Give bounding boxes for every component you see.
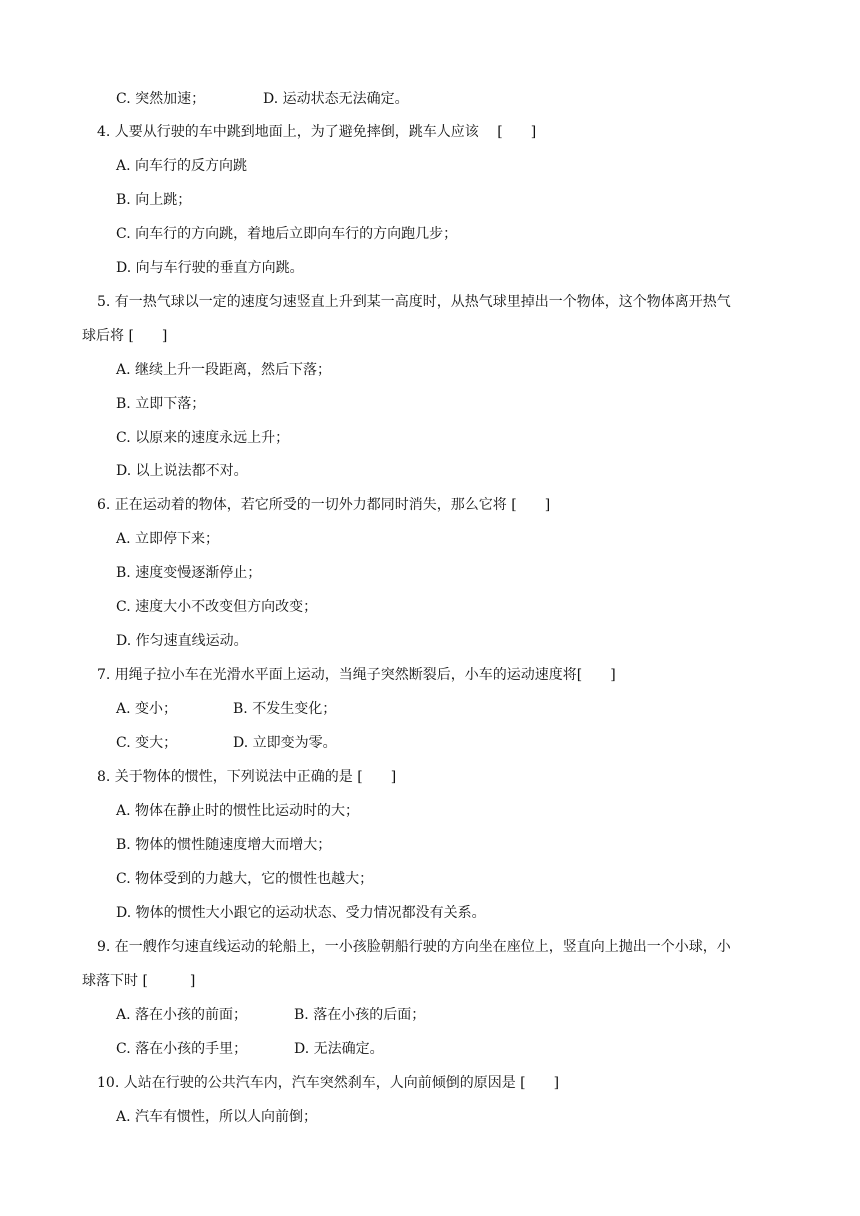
q7-option-c: C. 变大； bbox=[116, 735, 178, 751]
q5-stem-line2: 球后将 [ ] bbox=[82, 328, 168, 344]
q4-option-d: D. 向与车行驶的垂直方向跳。 bbox=[116, 260, 304, 276]
q5-option-a: A. 继续上升一段距离，然后下落； bbox=[116, 362, 332, 378]
q8-option-d: D. 物体的惯性大小跟它的运动状态、受力情况都没有关系。 bbox=[116, 905, 486, 921]
q7-option-b: B. 不发生变化； bbox=[233, 701, 337, 717]
q6-option-c: C. 速度大小不改变但方向改变； bbox=[116, 599, 318, 615]
q6-stem: 6. 正在运动着的物体，若它所受的一切外力都同时消失，那么它将 [ ] bbox=[97, 497, 551, 513]
q3-option-c: C. 突然加速； bbox=[116, 91, 206, 107]
q9-option-b: B. 落在小孩的后面； bbox=[294, 1007, 426, 1023]
q9-option-a: A. 落在小孩的前面； bbox=[116, 1007, 248, 1023]
q5-option-b: B. 立即下落； bbox=[116, 396, 206, 412]
q8-option-b: B. 物体的惯性随速度增大而增大； bbox=[116, 837, 332, 853]
q5-stem-line1: 5. 有一热气球以一定的速度匀速竖直上升到某一高度时，从热气球里掉出一个物体，这个物体离开热气 bbox=[97, 294, 731, 310]
q6-option-a: A. 立即停下来； bbox=[116, 531, 220, 547]
q6-option-d: D. 作匀速直线运动。 bbox=[116, 633, 248, 649]
q7-option-a: A. 变小； bbox=[116, 701, 178, 717]
q9-option-c: C. 落在小孩的手里； bbox=[116, 1041, 248, 1057]
q5-option-c: C. 以原来的速度永远上升； bbox=[116, 430, 290, 446]
q10-stem: 10. 人站在行驶的公共汽车内，汽车突然刹车，人向前倾倒的原因是 [ ] bbox=[97, 1075, 560, 1091]
q4-option-b: B. 向上跳； bbox=[116, 192, 192, 208]
q7-option-d: D. 立即变为零。 bbox=[233, 735, 337, 751]
q9-stem-line2: 球落下时 [ ] bbox=[82, 973, 196, 989]
q4-option-a: A. 向车行的反方向跳 bbox=[116, 158, 248, 174]
q8-option-c: C. 物体受到的力越大，它的惯性也越大； bbox=[116, 871, 374, 887]
q3-option-d: D. 运动状态无法确定。 bbox=[263, 91, 409, 107]
q9-stem-line1: 9. 在一艘作匀速直线运动的轮船上，一小孩脸朝船行驶的方向坐在座位上，竖直向上抛出一个小球，小 bbox=[97, 939, 731, 955]
q8-stem: 8. 关于物体的惯性，下列说法中正确的是 [ ] bbox=[97, 769, 397, 785]
q4-stem: 4. 人要从行驶的车中跳到地面上，为了避免摔倒，跳车人应该 [ ] bbox=[97, 124, 537, 140]
q9-option-d: D. 无法确定。 bbox=[294, 1041, 384, 1057]
q7-stem: 7. 用绳子拉小车在光滑水平面上运动，当绳子突然断裂后，小车的运动速度将[ ] bbox=[97, 667, 616, 683]
q4-option-c: C. 向车行的方向跳，着地后立即向车行的方向跑几步； bbox=[116, 226, 458, 242]
q8-option-a: A. 物体在静止时的惯性比运动时的大； bbox=[116, 803, 360, 819]
q10-option-a: A. 汽车有惯性，所以人向前倒； bbox=[116, 1109, 318, 1125]
q5-option-d: D. 以上说法都不对。 bbox=[116, 463, 248, 479]
q6-option-b: B. 速度变慢逐渐停止； bbox=[116, 565, 262, 581]
